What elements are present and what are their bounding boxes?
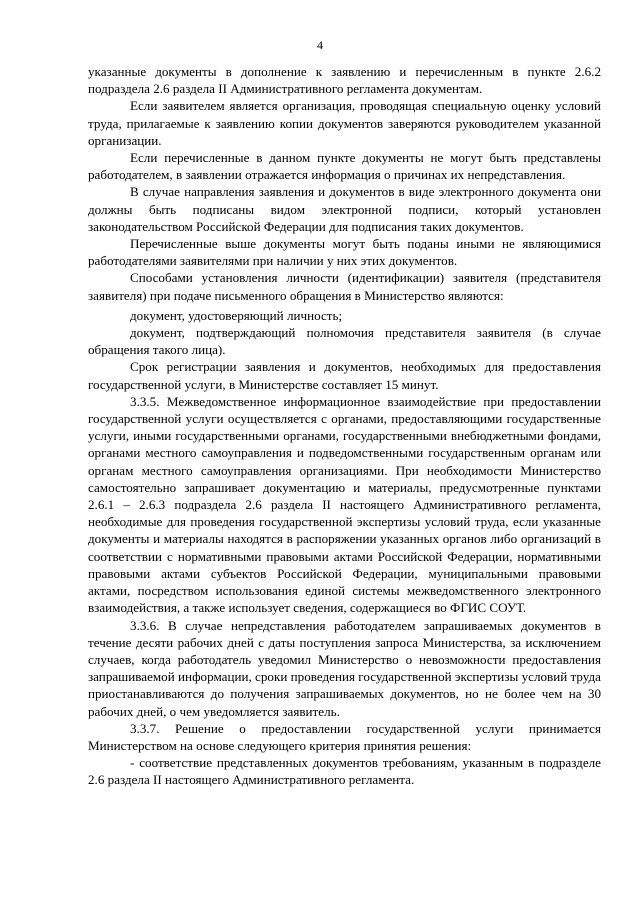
paragraph: документ, удостоверяющий личность; (130, 307, 343, 323)
page-number: 4 (317, 38, 323, 52)
paragraph: Если перечисленные в данном пункте документы не могут быть представлены работодателем, в заявлении отражается информация о причинах их непредставления. (88, 150, 601, 183)
paragraph: Если заявителем является организация, проводящая специальную оценку условий труда, прилагаемые к заявлению копии документов заверяются руководителем указанной организации. (88, 98, 601, 148)
paragraph: В случае направления заявления и документов в виде электронного документа они должны быть подписаны видом электронной подписи, который установлен законодательством Российской Федерации для подписания таких документов. (88, 184, 601, 234)
paragraph: 3.3.5. Межведомственное информационное взаимодействие при предоставлении государственной услуги осуществляется с органами, предоставляющими государственные услуги, иными государственными органами, государственными внебюджетными фондами, органами местного самоуправления и подведомственными государственным органам или органам местного самоуправления организациями. При необходимости Министерство самостоятельно запрашивает документацию и материалы, предусмотренные пунктами 2.6.1 – 2.6.3 подраздела 2.6 раздела II настоящего Административного регламента, необходимые для проведения государственной экспертизы условий труда, если указанные документы и материалы находятся в распоряжении указанных органов либо организаций в соответствии с нормативными правовыми актами Российской Федерации, нормативными правовыми актами субъектов Российской Федерации, муниципальными правовыми актами, посредством использования единой системы межведомственного электронного взаимодействия, а также использует сведения, содержащиеся во ФГИС СОУТ. (88, 393, 601, 616)
paragraph: Способами установления личности (идентификации) заявителя (представителя заявителя) при подаче письменного обращения в Министерство являются: (88, 270, 601, 303)
paragraph: Срок регистрации заявления и документов, необходимых для предоставления государственной услуги, в Министерстве составляет 15 минут. (88, 359, 601, 392)
paragraph: 3.3.7. Решение о предоставлении государственной услуги принимается Министерством на основе следующего критерия принятия решения: (88, 720, 601, 753)
document-body (88, 63, 601, 789)
paragraph: Перечисленные выше документы могут быть поданы иными не являющимися работодателями заявителями при наличии у них этих документов. (88, 236, 601, 269)
paragraph: документ, подтверждающий полномочия представителя заявителя (в случае обращения такого лица). (88, 325, 601, 358)
paragraph: 3.3.6. В случае непредставления работодателем запрашиваемых документов в течение десяти рабочих дней с даты поступления запроса Министерства, за исключением случаев, когда работодатель уведомил Министерство о невозможности предоставления запрашиваемой информации, сроки проведения государственной экспертизы условий труда приостанавливаются до получения запрашиваемых документов, но не более чем на 30 рабочих дней, о чем уведомляется заявитель. (88, 617, 601, 719)
paragraph: указанные документы в дополнение к заявлению и перечисленным в пункте 2.6.2 подраздела 2.6 раздела II Административного регламента документам. (88, 64, 601, 97)
paragraph: - соответствие представленных документов требованиям, указанным в подразделе 2.6 раздела II настоящего Административного регламента. (88, 755, 601, 788)
